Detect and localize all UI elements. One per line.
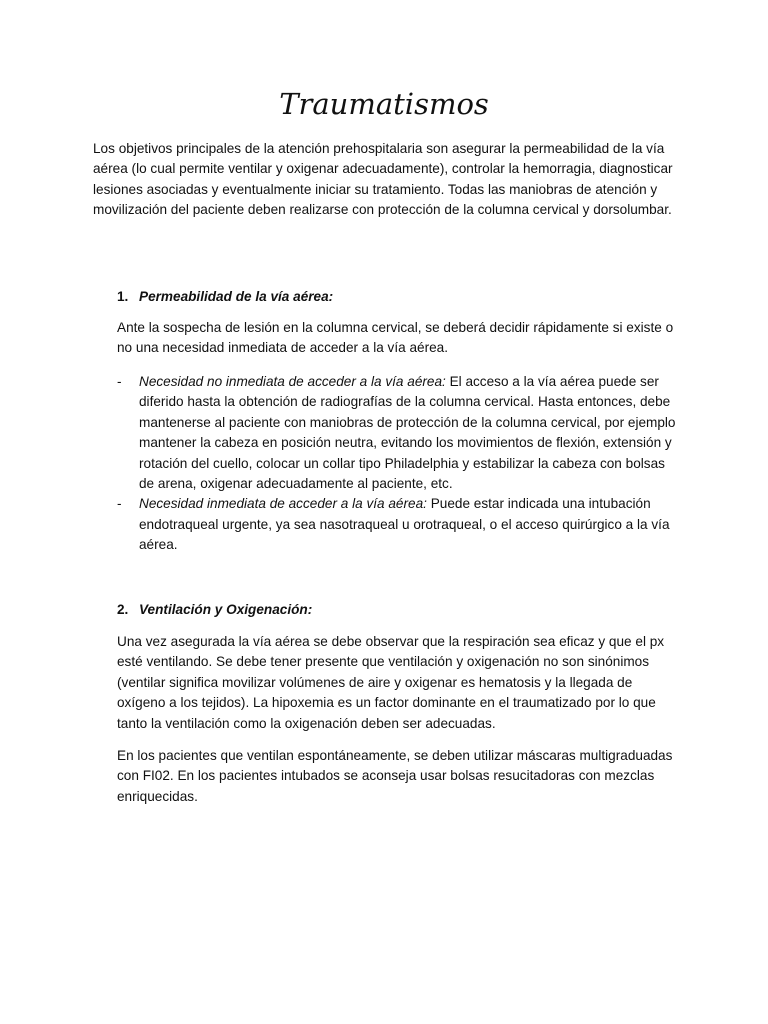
list-item: [117, 372, 677, 494]
bullet-dash: -: [117, 374, 122, 389]
section-2-title: Ventilación y Oxigenación:: [139, 602, 313, 617]
section-1-heading: [117, 287, 333, 307]
bullet-text: El acceso a la vía aérea puede ser diferido hasta la obtención de radiografías de la columna cervical. Hasta entonces, debe mantenerse al paciente con maniobras de protección de la columna cervical, por ejemplo mantener la cabeza en posición neutra, evitando los movimientos de flexión, extensión y rotación del cuello, colocar un collar tipo Philadelphia y estabilizar la cabeza con bolsas de arena, oxigenar adecuadamente al paciente, etc.: [139, 374, 676, 492]
list-item: [117, 494, 677, 555]
section-1-paragraph: Ante la sospecha de lesión en la columna cervical, se deberá decidir rápidamente si existe o no una necesidad inmediata de acceder a la vía aérea.: [117, 320, 674, 356]
bullet-text: Puede estar indicada una intubación endotraqueal urgente, ya sea nasotraqueal u orotraqueal, o el acceso quirúrgico a la vía aérea.: [139, 496, 670, 553]
section-2-heading: [117, 600, 312, 620]
bullet-dash: -: [117, 496, 122, 512]
page-title: Traumatismos: [279, 87, 489, 121]
section-2-paragraph-2: En los pacientes que ventilan espontáneamente, se deben utilizar máscaras multigraduadas con FI02. En los pacientes intubados se aconseja usar bolsas resucitadoras con mezclas enriquecidas.: [117, 748, 673, 804]
section-2-paragraph-1: Una vez asegurada la vía aérea se debe observar que la respiración sea eficaz y que el px esté ventilando. Se debe tener presente que ventilación y oxigenación no son sinónimos (ventilar significa movilizar volúmenes de aire y oxigenar es hematosis y la llegada de oxígeno a los tejidos). La hipoxemia es un factor dominante en el traumatizado por lo que tanto la ventilación como la oxigenación deben ser adecuadas.: [117, 634, 665, 731]
section-1-title: Permeabilidad de la vía aérea:: [139, 289, 334, 304]
bullet-lead: Necesidad inmediata de acceder a la vía aérea:: [139, 496, 427, 512]
bullet-lead: Necesidad no inmediata de acceder a la vía aérea:: [139, 374, 446, 389]
section-2-number: 2.: [117, 602, 129, 617]
section-1-number: 1.: [117, 289, 129, 304]
intro-paragraph: Los objetivos principales de la atención prehospitalaria son asegurar la permeabilidad de la vía aérea (lo cual permite ventilar y oxigenar adecuadamente), controlar la hemorragia, diagnosticar lesiones asociadas y eventualmente iniciar su tratamiento. Todas las maniobras de atención y movilización del paciente deben realizarse con protección de la columna cervical y dorsolumbar.: [93, 141, 673, 218]
section-1-bullet-list: [117, 372, 677, 556]
